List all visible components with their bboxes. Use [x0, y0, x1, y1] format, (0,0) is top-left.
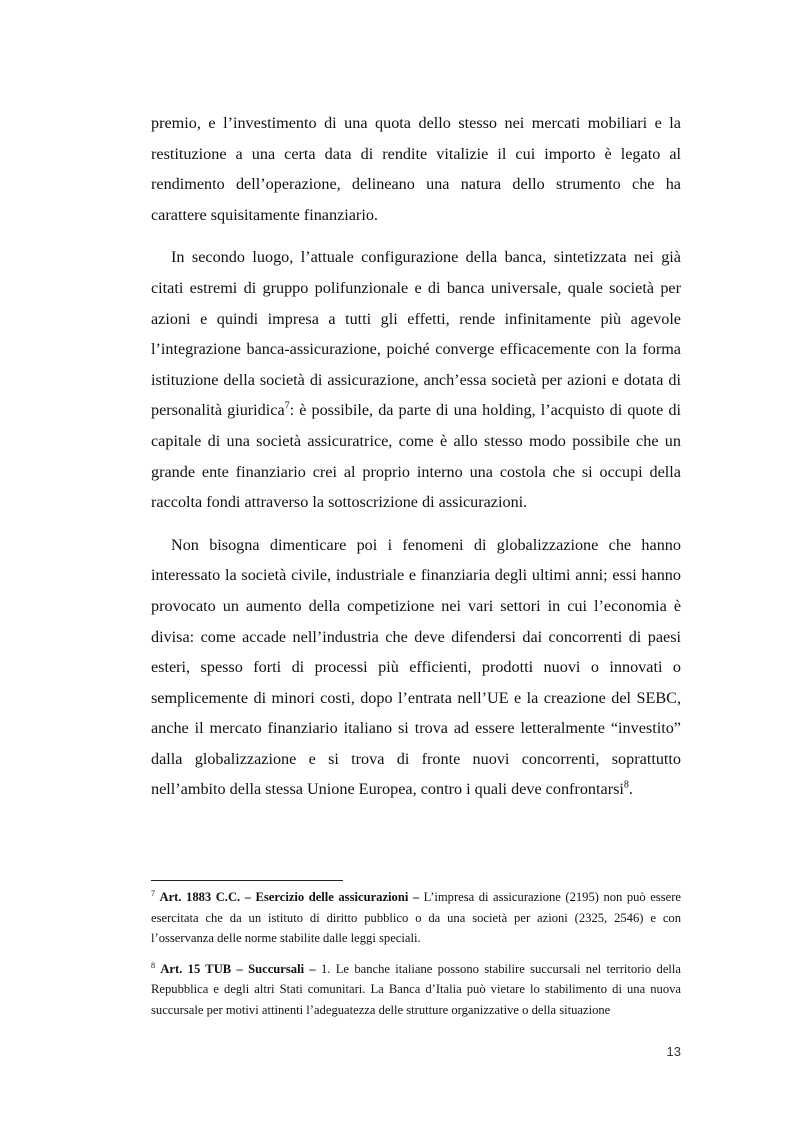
footnote-7-number: 7: [151, 888, 155, 898]
footnote-ref-8[interactable]: 8: [623, 780, 629, 792]
footnote-ref-7[interactable]: 7: [284, 400, 290, 412]
paragraph-3: [151, 530, 681, 805]
footnote-7-title: Art. 1883 C.C. – Esercizio delle assicurazioni –: [159, 890, 420, 904]
page-number: 13: [666, 1044, 681, 1059]
footnote-7: [151, 887, 681, 949]
footnote-8-number: 8: [151, 960, 155, 970]
paragraph-1: [151, 108, 681, 230]
paragraph-3-text-start: Non bisogna dimenticare poi i fenomeni di globalizzazione che hanno interessato la società civile, industriale e finanziaria degli ultimi anni; essi hanno provocato un aumento della competizione nei vari settori in cui l’economia è divisa: come accade nell’industria che deve difendersi dai concorrenti di paesi esteri, spesso forti di processi più efficienti, prodotti nuovi o innovati o semplicemente di minori costi, dopo l’entrata nell’UE e la creazione del SEBC, anche il mercato finanziario italiano si trova ad essere letteralmente “investito” dalla globalizzazione e si trova di fronte nuovi concorrenti, soprattutto nell’ambito della stessa Unione Europea, contro i quali deve confrontarsi: [151, 535, 681, 799]
paragraph-2-text-start: In secondo luogo, l’attuale configurazione della banca, sintetizzata nei già citati estremi di gruppo polifunzionale e di banca universale, quale società per azioni e quindi impresa a tutti gli effetti, rende infinitamente più agevole l’integrazione banca-assicurazione, poiché converge efficacemente con la forma istituzione della società di assicurazione, anch’essa società per azioni e dotata di personalità giuridica: [151, 248, 681, 420]
footnote-7-text: L’impresa di assicurazione (2195) non può essere esercitata che da un istituto di diritto pubblico o da una società per azioni (2325, 2546) e con l’osservanza delle norme stabilite dalle leggi speciali.: [151, 890, 681, 946]
paragraph-1-text: premio, e l’investimento di una quota dello stesso nei mercati mobiliari e la restituzione a una certa data di rendite vitalizie il cui importo è legato al rendimento dell’operazione, delineano una natura dello strumento che ha carattere squisitamente finanziario.: [151, 114, 681, 224]
paragraph-2: [151, 242, 681, 517]
paragraph-2-text-end: : è possibile, da parte di una holding, l’acquisto di quote di capitale di una società assicuratrice, come è allo stesso modo possibile che un grande ente finanziario crei al proprio interno una costola che si occupi della raccolta fondi attraverso la sottoscrizione di assicurazioni.: [151, 401, 681, 512]
footnote-8: [151, 959, 681, 1021]
footnotes: [151, 880, 681, 1021]
main-text: [151, 108, 681, 805]
footnote-divider: [151, 880, 343, 881]
paragraph-3-text-end: .: [628, 780, 633, 799]
footnote-8-title: Art. 15 TUB – Succursali –: [160, 961, 316, 976]
footnote-8-text: 1. Le banche italiane possono stabilire succursali nel territorio della Repubblica e degli altri Stati comunitari. La Banca d’Italia può vietare lo stabilimento di una nuova succursale per motivi attinenti l’adeguatezza delle strutture organizzative o della situazione: [151, 961, 681, 1017]
